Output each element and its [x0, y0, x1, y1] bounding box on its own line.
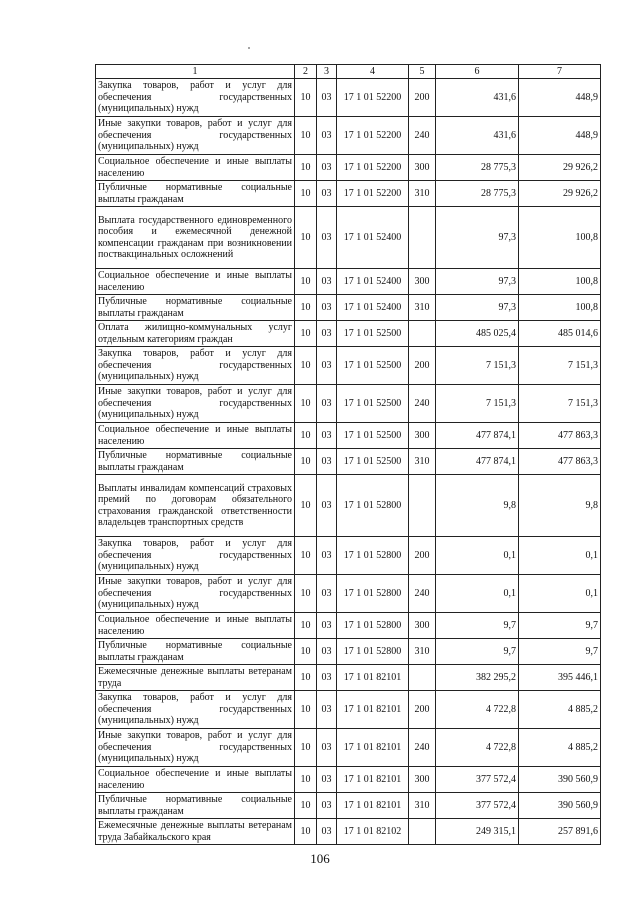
row-subsection: 03: [317, 295, 337, 321]
row-amount-year-2: 0,1: [519, 537, 601, 575]
column-header: 6: [436, 65, 519, 79]
row-expense-type: 200: [409, 691, 436, 729]
row-name: Ежемесячные денежные выплаты ветеранам труда Забайкальского края: [96, 819, 295, 845]
row-subsection: 03: [317, 691, 337, 729]
row-amount-year-2: 390 560,9: [519, 767, 601, 793]
row-amount-year-1: 377 572,4: [436, 767, 519, 793]
row-subsection: 03: [317, 321, 337, 347]
row-section: 10: [295, 295, 317, 321]
row-amount-year-1: 0,1: [436, 537, 519, 575]
row-section: 10: [295, 537, 317, 575]
table-row: [96, 665, 601, 691]
row-amount-year-2: 9,7: [519, 639, 601, 665]
row-name: Закупка товаров, работ и услуг для обеспечения государственных (муниципальных) нужд: [96, 537, 295, 575]
row-expense-type: 300: [409, 423, 436, 449]
table-body: [96, 79, 601, 845]
row-subsection: 03: [317, 155, 337, 181]
row-name: Социальное обеспечение и иные выплаты населению: [96, 767, 295, 793]
row-amount-year-1: 377 572,4: [436, 793, 519, 819]
table-row: [96, 79, 601, 117]
row-subsection: 03: [317, 639, 337, 665]
row-target-article: 17 1 01 52500: [337, 347, 409, 385]
row-name: Выплата государственного единовременного пособия и ежемесячной денежной компенсации гражданам при возникновении поствакцинальных осложнений: [96, 207, 295, 269]
row-target-article: 17 1 01 52800: [337, 639, 409, 665]
row-expense-type: [409, 665, 436, 691]
row-amount-year-1: 97,3: [436, 269, 519, 295]
row-target-article: 17 1 01 82101: [337, 691, 409, 729]
row-expense-type: [409, 819, 436, 845]
row-expense-type: 240: [409, 575, 436, 613]
row-amount-year-1: 7 151,3: [436, 347, 519, 385]
row-name: Публичные нормативные социальные выплаты гражданам: [96, 793, 295, 819]
row-amount-year-2: 29 926,2: [519, 155, 601, 181]
column-header: 2: [295, 65, 317, 79]
row-amount-year-1: 4 722,8: [436, 691, 519, 729]
table-row: [96, 321, 601, 347]
row-name: Закупка товаров, работ и услуг для обеспечения государственных (муниципальных) нужд: [96, 79, 295, 117]
row-amount-year-2: 477 863,3: [519, 449, 601, 475]
row-amount-year-2: 485 014,6: [519, 321, 601, 347]
table-row: [96, 767, 601, 793]
row-target-article: 17 1 01 52500: [337, 449, 409, 475]
row-expense-type: 200: [409, 79, 436, 117]
row-amount-year-1: 9,7: [436, 639, 519, 665]
row-section: 10: [295, 207, 317, 269]
row-subsection: 03: [317, 385, 337, 423]
row-subsection: 03: [317, 269, 337, 295]
row-name: Социальное обеспечение и иные выплаты населению: [96, 155, 295, 181]
row-section: 10: [295, 639, 317, 665]
row-section: 10: [295, 423, 317, 449]
row-expense-type: 310: [409, 639, 436, 665]
table-row: [96, 155, 601, 181]
row-section: 10: [295, 691, 317, 729]
row-amount-year-2: 100,8: [519, 207, 601, 269]
row-amount-year-2: 7 151,3: [519, 347, 601, 385]
row-subsection: 03: [317, 347, 337, 385]
row-subsection: 03: [317, 767, 337, 793]
row-amount-year-2: 29 926,2: [519, 181, 601, 207]
table-row: [96, 575, 601, 613]
row-name: Публичные нормативные социальные выплаты гражданам: [96, 295, 295, 321]
row-target-article: 17 1 01 52800: [337, 575, 409, 613]
row-amount-year-1: 28 775,3: [436, 155, 519, 181]
row-amount-year-1: 7 151,3: [436, 385, 519, 423]
row-expense-type: 300: [409, 613, 436, 639]
row-amount-year-2: 100,8: [519, 295, 601, 321]
row-target-article: 17 1 01 52800: [337, 537, 409, 575]
table-row: [96, 295, 601, 321]
table-row: [96, 475, 601, 537]
row-subsection: 03: [317, 575, 337, 613]
row-section: 10: [295, 613, 317, 639]
row-amount-year-1: 9,7: [436, 613, 519, 639]
table-row: [96, 385, 601, 423]
row-name: Закупка товаров, работ и услуг для обеспечения государственных (муниципальных) нужд: [96, 691, 295, 729]
table-row: [96, 537, 601, 575]
table-header-row: [96, 65, 601, 79]
row-target-article: 17 1 01 82101: [337, 767, 409, 793]
row-subsection: 03: [317, 449, 337, 475]
row-target-article: 17 1 01 82102: [337, 819, 409, 845]
row-target-article: 17 1 01 52400: [337, 269, 409, 295]
table-row: [96, 449, 601, 475]
row-section: 10: [295, 819, 317, 845]
row-target-article: 17 1 01 82101: [337, 793, 409, 819]
row-expense-type: 240: [409, 385, 436, 423]
row-target-article: 17 1 01 82101: [337, 729, 409, 767]
row-amount-year-2: 448,9: [519, 79, 601, 117]
row-section: 10: [295, 321, 317, 347]
row-section: 10: [295, 449, 317, 475]
row-subsection: 03: [317, 181, 337, 207]
row-name: Выплаты инвалидам компенсаций страховых премий по договорам обязательного страхования гражданской ответственности владельцев транспортных средств: [96, 475, 295, 537]
row-expense-type: 240: [409, 117, 436, 155]
table-row: [96, 819, 601, 845]
row-name: Публичные нормативные социальные выплаты гражданам: [96, 181, 295, 207]
row-amount-year-1: 0,1: [436, 575, 519, 613]
row-target-article: 17 1 01 52200: [337, 117, 409, 155]
row-subsection: 03: [317, 793, 337, 819]
row-section: 10: [295, 117, 317, 155]
table-row: [96, 117, 601, 155]
budget-table: [95, 64, 601, 845]
row-subsection: 03: [317, 423, 337, 449]
row-expense-type: 310: [409, 181, 436, 207]
table-row: [96, 729, 601, 767]
row-amount-year-2: 390 560,9: [519, 793, 601, 819]
table-row: [96, 423, 601, 449]
row-expense-type: 310: [409, 793, 436, 819]
table-row: [96, 793, 601, 819]
table-row: [96, 691, 601, 729]
column-header: 5: [409, 65, 436, 79]
row-amount-year-2: 4 885,2: [519, 729, 601, 767]
row-subsection: 03: [317, 207, 337, 269]
row-amount-year-1: 97,3: [436, 295, 519, 321]
row-section: 10: [295, 79, 317, 117]
column-header: 4: [337, 65, 409, 79]
row-section: 10: [295, 575, 317, 613]
row-subsection: 03: [317, 819, 337, 845]
row-target-article: 17 1 01 82101: [337, 665, 409, 691]
row-target-article: 17 1 01 52800: [337, 613, 409, 639]
row-target-article: 17 1 01 52500: [337, 321, 409, 347]
row-amount-year-1: 431,6: [436, 117, 519, 155]
row-amount-year-1: 9,8: [436, 475, 519, 537]
row-amount-year-1: 97,3: [436, 207, 519, 269]
row-amount-year-2: 477 863,3: [519, 423, 601, 449]
row-target-article: 17 1 01 52200: [337, 79, 409, 117]
row-expense-type: 200: [409, 537, 436, 575]
row-subsection: 03: [317, 117, 337, 155]
row-target-article: 17 1 01 52200: [337, 155, 409, 181]
row-expense-type: 300: [409, 269, 436, 295]
row-amount-year-1: 477 874,1: [436, 423, 519, 449]
row-expense-type: [409, 207, 436, 269]
row-expense-type: 300: [409, 767, 436, 793]
column-header: 1: [96, 65, 295, 79]
row-section: 10: [295, 475, 317, 537]
table-row: [96, 207, 601, 269]
row-section: 10: [295, 269, 317, 295]
row-subsection: 03: [317, 79, 337, 117]
row-amount-year-2: 0,1: [519, 575, 601, 613]
table-row: [96, 639, 601, 665]
row-target-article: 17 1 01 52500: [337, 423, 409, 449]
row-section: 10: [295, 793, 317, 819]
row-section: 10: [295, 665, 317, 691]
row-target-article: 17 1 01 52800: [337, 475, 409, 537]
row-amount-year-2: 9,8: [519, 475, 601, 537]
row-name: Социальное обеспечение и иные выплаты населению: [96, 423, 295, 449]
row-amount-year-1: 485 025,4: [436, 321, 519, 347]
row-name: Оплата жилищно-коммунальных услуг отдельным категориям граждан: [96, 321, 295, 347]
row-amount-year-2: 9,7: [519, 613, 601, 639]
row-target-article: 17 1 01 52500: [337, 385, 409, 423]
row-expense-type: 300: [409, 155, 436, 181]
row-target-article: 17 1 01 52400: [337, 295, 409, 321]
row-amount-year-2: 257 891,6: [519, 819, 601, 845]
row-amount-year-1: 28 775,3: [436, 181, 519, 207]
row-amount-year-1: 477 874,1: [436, 449, 519, 475]
scan-speck: [248, 47, 250, 49]
row-expense-type: 310: [409, 449, 436, 475]
row-section: 10: [295, 347, 317, 385]
row-name: Иные закупки товаров, работ и услуг для обеспечения государственных (муниципальных) нужд: [96, 575, 295, 613]
row-name: Иные закупки товаров, работ и услуг для обеспечения государственных (муниципальных) нужд: [96, 385, 295, 423]
row-name: Иные закупки товаров, работ и услуг для обеспечения государственных (муниципальных) нужд: [96, 729, 295, 767]
row-name: Публичные нормативные социальные выплаты гражданам: [96, 639, 295, 665]
row-subsection: 03: [317, 475, 337, 537]
row-amount-year-2: 4 885,2: [519, 691, 601, 729]
row-name: Социальное обеспечение и иные выплаты населению: [96, 613, 295, 639]
row-section: 10: [295, 767, 317, 793]
row-section: 10: [295, 155, 317, 181]
row-amount-year-1: 382 295,2: [436, 665, 519, 691]
table-row: [96, 181, 601, 207]
column-header: 7: [519, 65, 601, 79]
row-amount-year-2: 7 151,3: [519, 385, 601, 423]
row-section: 10: [295, 729, 317, 767]
row-amount-year-1: 249 315,1: [436, 819, 519, 845]
row-amount-year-2: 448,9: [519, 117, 601, 155]
row-expense-type: [409, 321, 436, 347]
row-amount-year-2: 395 446,1: [519, 665, 601, 691]
page-number: 106: [310, 851, 330, 866]
table-row: [96, 269, 601, 295]
table-row: [96, 613, 601, 639]
table-row: [96, 347, 601, 385]
row-expense-type: 200: [409, 347, 436, 385]
row-section: 10: [295, 181, 317, 207]
row-expense-type: 240: [409, 729, 436, 767]
row-amount-year-1: 431,6: [436, 79, 519, 117]
row-name: Иные закупки товаров, работ и услуг для обеспечения государственных (муниципальных) нужд: [96, 117, 295, 155]
row-name: Публичные нормативные социальные выплаты гражданам: [96, 449, 295, 475]
row-name: Ежемесячные денежные выплаты ветеранам труда: [96, 665, 295, 691]
row-expense-type: 310: [409, 295, 436, 321]
row-target-article: 17 1 01 52400: [337, 207, 409, 269]
row-amount-year-2: 100,8: [519, 269, 601, 295]
row-section: 10: [295, 385, 317, 423]
row-subsection: 03: [317, 537, 337, 575]
row-name: Закупка товаров, работ и услуг для обеспечения государственных (муниципальных) нужд: [96, 347, 295, 385]
row-subsection: 03: [317, 729, 337, 767]
row-name: Социальное обеспечение и иные выплаты населению: [96, 269, 295, 295]
row-expense-type: [409, 475, 436, 537]
row-subsection: 03: [317, 665, 337, 691]
row-amount-year-1: 4 722,8: [436, 729, 519, 767]
row-target-article: 17 1 01 52200: [337, 181, 409, 207]
column-header: 3: [317, 65, 337, 79]
row-subsection: 03: [317, 613, 337, 639]
